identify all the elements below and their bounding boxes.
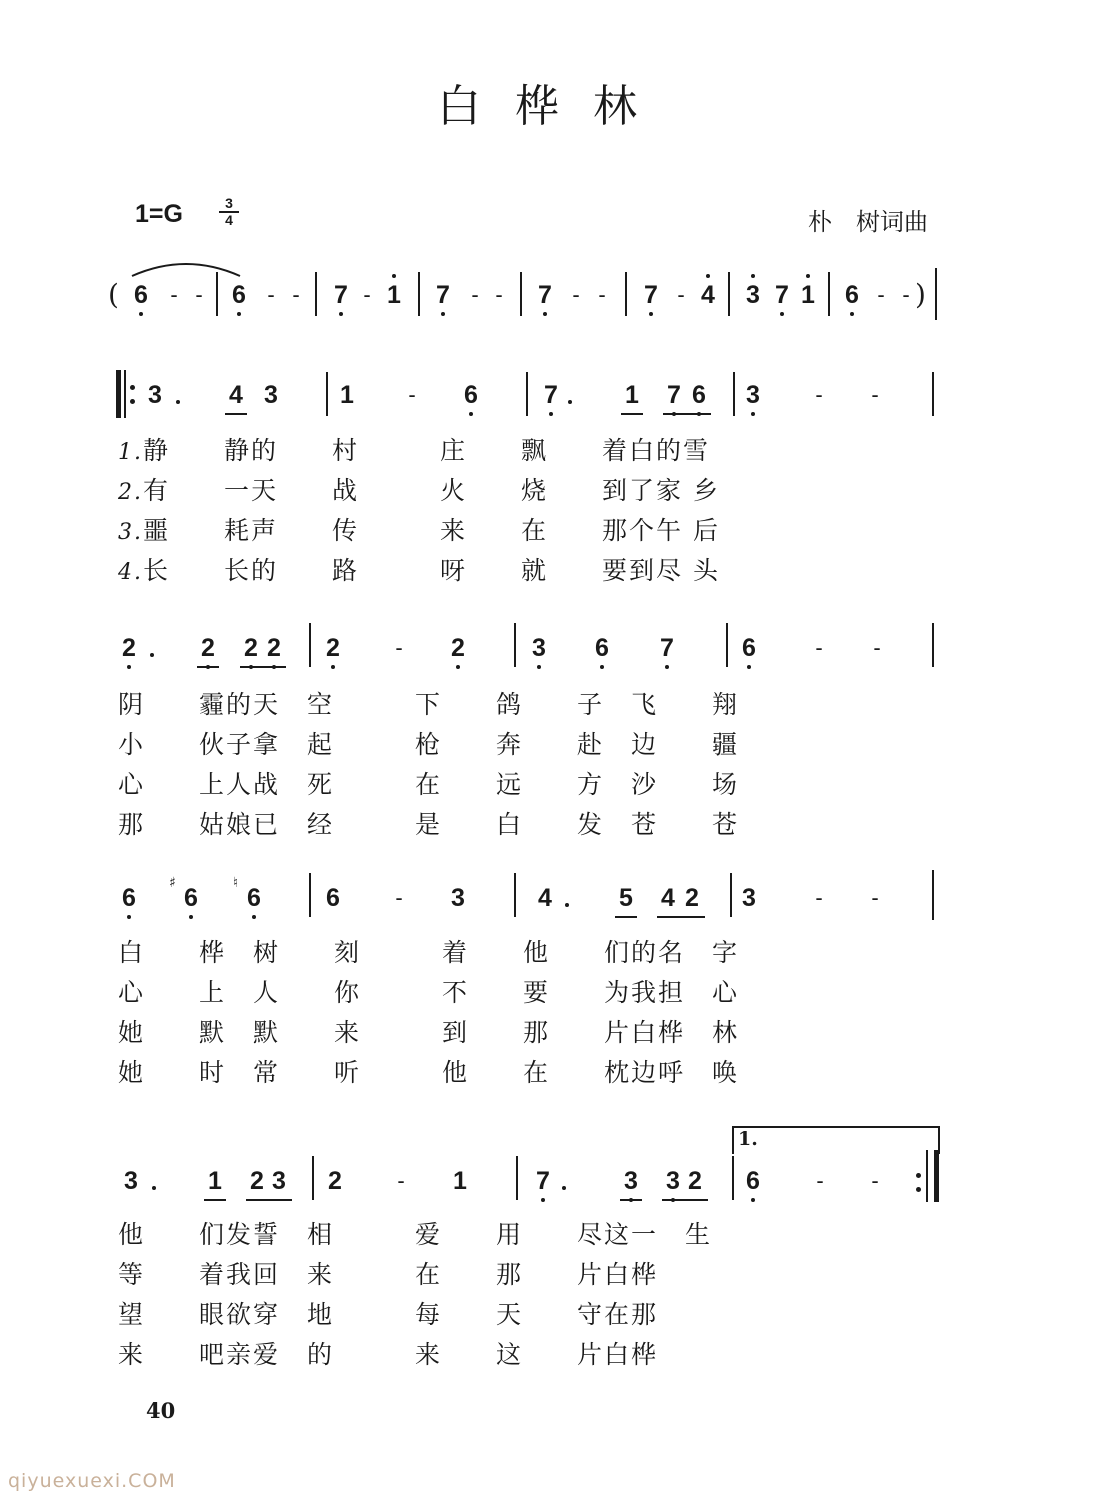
lyric-text: 有 一天 战 火 烧 到了家 乡 [143, 476, 720, 505]
repeat-dot [130, 399, 135, 404]
repeat-dot [916, 1187, 921, 1192]
duration-dash: - [902, 282, 910, 307]
beam-underline [204, 1199, 226, 1201]
repeat-dot [130, 385, 135, 390]
lyric-text: 长 长的 路 呀 就 要到尽 头 [143, 556, 720, 585]
barline [730, 873, 732, 917]
note: 4 [538, 884, 552, 912]
note: 3 [742, 884, 756, 912]
barline [216, 272, 218, 316]
duration-dash: - [292, 282, 300, 307]
note: 6 [118, 883, 140, 913]
note: 3 [124, 1167, 138, 1195]
lyric-text: 她 默 默 来 到 那 片白桦 林 [118, 1018, 740, 1047]
lyric-line [118, 1018, 739, 1048]
note: 1 [383, 280, 405, 310]
duration-dash: - [816, 1168, 824, 1193]
lyric-text: 静 静的 村 庄 飘 着白的雪 [143, 436, 711, 465]
duration-dash: - [871, 885, 879, 910]
note: 7 [663, 380, 685, 410]
barline [315, 272, 317, 316]
note: 6 [180, 883, 202, 913]
note: 6 [326, 884, 340, 912]
barline [116, 370, 121, 418]
barline [926, 1150, 928, 1202]
barline [309, 873, 311, 917]
note: 2 [197, 633, 219, 663]
note: 1 [208, 1167, 222, 1195]
beam-underline [621, 413, 643, 415]
barline [932, 372, 934, 416]
lyric-text: 那 姑娘已 经 是 白 发 苍 苍 [118, 810, 740, 839]
note: 3 [528, 633, 550, 663]
note: 6 [591, 633, 613, 663]
note: 1 [625, 381, 639, 409]
duration-dash: - [677, 282, 685, 307]
duration-dash: - [871, 1168, 879, 1193]
note: 7 [640, 280, 662, 310]
barline [726, 623, 728, 667]
verse-number: 2. [118, 480, 143, 505]
beam-underline [657, 916, 705, 918]
lyric-line [118, 938, 739, 968]
note: 3 [742, 380, 764, 410]
beam-underline [225, 413, 247, 415]
note: 7 [771, 280, 793, 310]
verse-number: 4. [118, 560, 143, 585]
barline [312, 1156, 314, 1200]
site-watermark: qiyuexuexi.COM [8, 1470, 176, 1492]
lyric-line [118, 1220, 712, 1250]
note: 2 [322, 633, 344, 663]
lyric-text: 噩 耗声 传 来 在 那个午 后 [143, 516, 720, 545]
barline [514, 873, 516, 917]
lyric-line [118, 1340, 658, 1370]
note: 3 [264, 381, 278, 409]
duration-dash: - [572, 282, 580, 307]
verse-number: 3. [118, 520, 143, 545]
beam-underline [663, 413, 711, 415]
augmentation-dot [562, 1186, 566, 1190]
note: 6 [228, 280, 250, 310]
tie-arc [128, 258, 248, 278]
lyric-line [118, 1260, 658, 1290]
barline [625, 272, 627, 316]
lyric-line [118, 810, 739, 840]
lyric-line [118, 690, 739, 720]
barline [728, 272, 730, 316]
lyric-text: 小 伙子拿 起 枪 奔 赴 边 疆 [118, 730, 740, 759]
barline [520, 272, 522, 316]
barline [326, 372, 328, 416]
duration-dash: - [170, 282, 178, 307]
duration-dash: - [395, 885, 403, 910]
note: 7 [534, 280, 556, 310]
note: 6 [688, 380, 710, 410]
note: 2 [263, 633, 285, 663]
barline [732, 1156, 734, 1200]
note: 7 [656, 633, 678, 663]
note: 3 [742, 280, 764, 310]
note: 6 [243, 883, 265, 913]
lyric-line [118, 476, 720, 508]
note: 7 [540, 380, 562, 410]
lyric-line [118, 436, 710, 468]
duration-dash: - [877, 282, 885, 307]
song-title: 白桦林 [437, 81, 671, 132]
duration-dash: - [363, 282, 371, 307]
note: 7 [532, 1166, 554, 1196]
note: 6 [841, 280, 863, 310]
key-signature: 1=G [135, 200, 183, 228]
beam-underline [240, 666, 286, 668]
duration-dash: - [871, 382, 879, 407]
barline [934, 1150, 939, 1202]
beam-underline [662, 1199, 708, 1201]
duration-dash: - [195, 282, 203, 307]
barline [935, 268, 937, 320]
note: 1 [340, 381, 354, 409]
note: 3 [148, 381, 162, 409]
note: 7 [432, 280, 454, 310]
time-signature-bottom: 4 [219, 211, 239, 228]
augmentation-dot [568, 400, 572, 404]
barline [516, 1156, 518, 1200]
note: 3 [662, 1166, 684, 1196]
lyric-text: 来 吧亲爱 的 来 这 片白桦 [118, 1340, 659, 1369]
lyric-line [118, 1300, 658, 1330]
lyric-text: 他 们发誓 相 爱 用 尽这一 生 [118, 1220, 713, 1249]
duration-dash: - [815, 382, 823, 407]
beam-underline [615, 916, 637, 918]
duration-dash: - [873, 635, 881, 660]
verse-number: 1. [118, 440, 143, 465]
augmentation-dot [176, 400, 180, 404]
lyric-line [118, 978, 739, 1008]
duration-dash: - [395, 635, 403, 660]
note: 2 [447, 633, 469, 663]
barline [733, 372, 735, 416]
beam-underline [246, 1199, 292, 1201]
augmentation-dot [565, 903, 569, 907]
note: 6 [130, 280, 152, 310]
note: 2 [250, 1167, 264, 1195]
note: 4 [661, 884, 675, 912]
augmentation-dot [152, 1186, 156, 1190]
page-number: 40 [146, 1398, 176, 1423]
lyric-text: 望 眼欲穿 地 每 天 守在那 [118, 1300, 659, 1329]
beam-underline [620, 1199, 642, 1201]
lyric-text: 心 上 人 你 不 要 为我担 心 [118, 978, 740, 1007]
note: 4 [697, 280, 719, 310]
note: 6 [738, 633, 760, 663]
note: 7 [330, 280, 352, 310]
note: 2 [118, 633, 140, 663]
duration-dash: - [815, 635, 823, 660]
note: 2 [685, 884, 699, 912]
sharp-sign: ♯ [169, 875, 176, 891]
note: 3 [451, 884, 465, 912]
duration-dash: - [397, 1168, 405, 1193]
note: 5 [619, 884, 633, 912]
time-signature [219, 196, 239, 228]
lyric-text: 等 着我回 来 在 那 片白桦 [118, 1260, 659, 1289]
lyric-text: 心 上人战 死 在 远 方 沙 场 [118, 770, 740, 799]
note: 1 [797, 280, 819, 310]
natural-sign: ♮ [233, 875, 239, 891]
note: 1 [453, 1167, 467, 1195]
note: 6 [460, 380, 482, 410]
repeat-dot [916, 1173, 921, 1178]
note: 2 [240, 633, 262, 663]
lyric-text: 她 时 常 听 他 在 枕边呼 唤 [118, 1058, 740, 1087]
note: 2 [688, 1167, 702, 1195]
duration-dash: - [267, 282, 275, 307]
duration-dash: - [408, 382, 416, 407]
lyric-line [118, 730, 739, 760]
barline [418, 272, 420, 316]
time-signature-top: 3 [225, 195, 233, 211]
barline [932, 870, 934, 920]
duration-dash: - [815, 885, 823, 910]
duration-dash: - [598, 282, 606, 307]
barline [309, 623, 311, 667]
lyric-text: 白 桦 树 刻 着 他 们的名 字 [118, 938, 740, 967]
note: 3 [620, 1166, 642, 1196]
note: 4 [229, 381, 243, 409]
barline [514, 623, 516, 667]
volta-label: 1. [738, 1128, 758, 1150]
barline [932, 623, 934, 667]
lyric-line [118, 556, 720, 588]
augmentation-dot [150, 653, 154, 657]
note: 6 [742, 1166, 764, 1196]
note: 2 [328, 1167, 342, 1195]
note: 3 [272, 1167, 286, 1195]
barline [124, 370, 126, 418]
open-paren: ( [108, 278, 119, 311]
lyric-text: 阴 霾的天 空 下 鸽 子 飞 翔 [118, 690, 740, 719]
lyric-line [118, 1058, 739, 1088]
lyric-line [118, 770, 739, 800]
close-paren: ) [915, 278, 926, 311]
composer-credit: 朴 树词曲 [808, 208, 928, 236]
barline [526, 372, 528, 416]
duration-dash: - [471, 282, 479, 307]
duration-dash: - [495, 282, 503, 307]
lyric-line [118, 516, 720, 548]
beam-underline [197, 666, 219, 668]
barline [828, 272, 830, 316]
volta-bracket [732, 1126, 940, 1154]
